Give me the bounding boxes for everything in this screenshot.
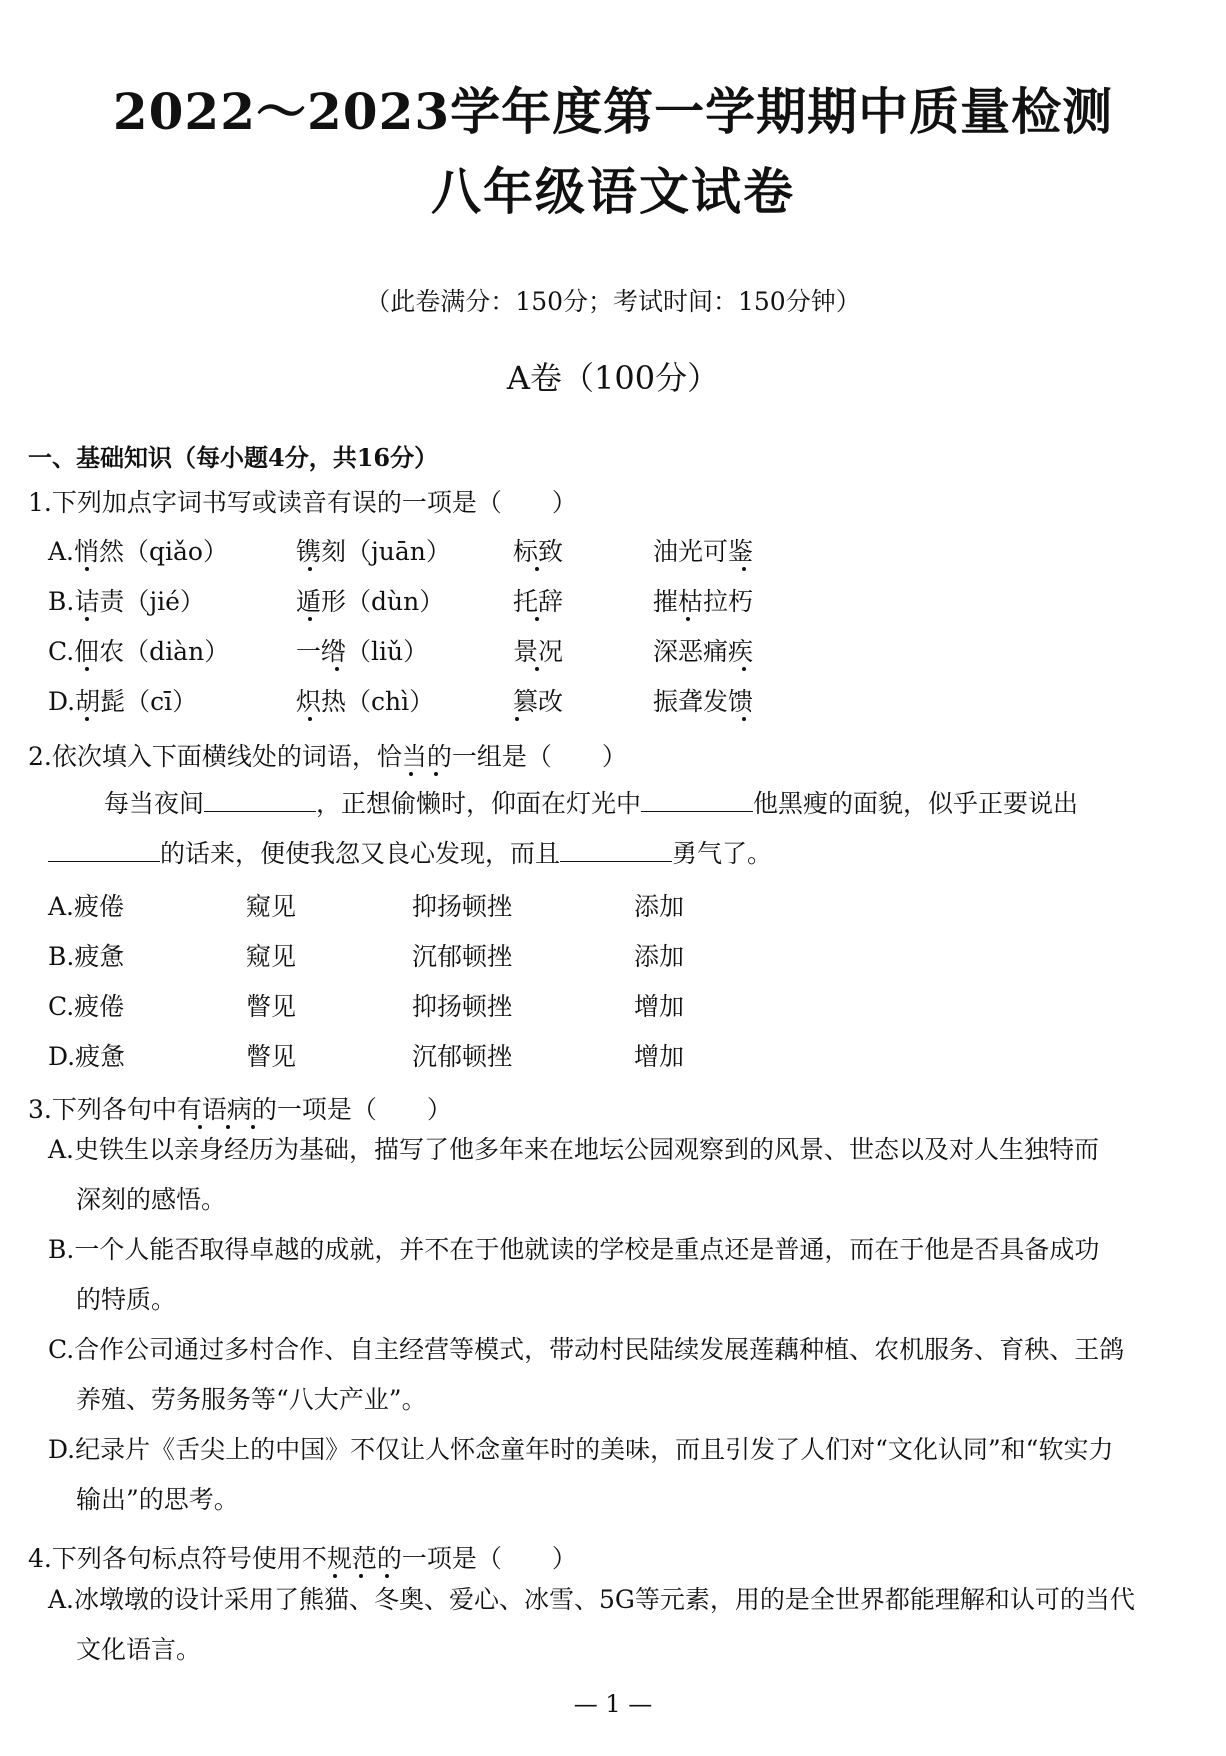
q3-c-text: C.合作公司通过多村合作、自主经营等模式，带动村民陆续发展莲藕种植、农机服务、育秧、王鸽 bbox=[48, 1335, 1125, 1364]
q2-a-col4: 添加 bbox=[634, 892, 685, 921]
section1-heading: 一、基础知识（每小题4分，共16分） bbox=[28, 443, 439, 472]
q1-a-col2: 镌刻（juān） bbox=[296, 537, 451, 566]
q2-paragraph-line2 bbox=[48, 829, 772, 879]
q2-c-col4: 增加 bbox=[634, 992, 685, 1021]
q2-paragraph-line1 bbox=[104, 779, 1078, 829]
q2-text-4: 的话来，便使我忽又良心发现，而且 bbox=[160, 839, 561, 868]
q3-stem: 3.下列各句中有语病的一项是（ ） bbox=[28, 1095, 452, 1124]
emphasis-dot bbox=[335, 667, 339, 671]
q2-a-col1: A.疲倦 bbox=[48, 892, 125, 921]
emphasis-dot bbox=[308, 617, 312, 621]
q1-c-col4: 深恶痛疾 bbox=[653, 637, 754, 666]
q2-a-col2: 窥见 bbox=[246, 892, 297, 921]
emphasis-dot bbox=[308, 717, 312, 721]
fill-blank bbox=[48, 835, 160, 862]
q1-stem: 1.下列加点字词书写或读音有误的一项是（ ） bbox=[28, 488, 577, 517]
fill-blank bbox=[560, 835, 672, 862]
fill-blank bbox=[204, 785, 316, 812]
q2-a-col3: 抑扬顿挫 bbox=[412, 892, 513, 921]
q2-text-3: 他黑瘦的面貌，似乎正要说出 bbox=[753, 789, 1079, 818]
emphasis-dot bbox=[742, 667, 746, 671]
q1-d-col3: 篡改 bbox=[513, 687, 564, 716]
emphasis-dot bbox=[85, 717, 89, 721]
q1-d-col1: D.胡髭（cī） bbox=[48, 687, 198, 716]
emphasis-dot bbox=[742, 567, 746, 571]
q1-c-col1: C.佃农（diàn） bbox=[48, 637, 230, 666]
q2-d-col3: 沉郁顿挫 bbox=[412, 1042, 513, 1071]
q1-b-col4: 摧枯拉朽 bbox=[653, 587, 754, 616]
q3-b-text: B.一个人能否取得卓越的成就，并不在于他就读的学校是重点还是普通，而在于他是否具备成功 bbox=[48, 1235, 1100, 1264]
q3-option-d bbox=[48, 1425, 1198, 1525]
q1-c-col3: 景况 bbox=[513, 637, 564, 666]
q3-a-continued: 深刻的感悟。 bbox=[76, 1185, 227, 1214]
q2-b-col1: B.疲惫 bbox=[48, 942, 125, 971]
q1-a-col3: 标致 bbox=[513, 537, 564, 566]
q3-c-continued: 养殖、劳务服务等“八大产业”。 bbox=[76, 1385, 427, 1414]
exam-subtitle: 八年级语文试卷 bbox=[431, 162, 795, 221]
emphasis-dot bbox=[515, 717, 519, 721]
emphasis-dot bbox=[85, 667, 89, 671]
q1-b-col1: B.诘责（jié） bbox=[48, 587, 205, 616]
emphasis-dot bbox=[535, 617, 539, 621]
emphasis-dot bbox=[535, 567, 539, 571]
q3-b-continued: 的特质。 bbox=[76, 1285, 177, 1314]
q4-a-text: A.冰墩墩的设计采用了熊猫、冬奥、爱心、冰雪、5G等元素，用的是全世界都能理解和认可的当代 bbox=[48, 1585, 1135, 1614]
emphasis-dot bbox=[308, 567, 312, 571]
q2-c-col1: C.疲倦 bbox=[48, 992, 125, 1021]
q2-d-col4: 增加 bbox=[634, 1042, 685, 1071]
q2-text-1: 每当夜间 bbox=[104, 789, 205, 818]
q1-b-col3: 托辞 bbox=[513, 587, 564, 616]
q1-d-col4: 振聋发馈 bbox=[653, 687, 754, 716]
q2-b-col3: 沉郁顿挫 bbox=[412, 942, 513, 971]
emphasis-dot bbox=[85, 617, 89, 621]
q3-d-text: D.纪录片《舌尖上的中国》不仅让人怀念童年时的美味，而且引发了人们对“文化认同”和“软实力 bbox=[48, 1435, 1114, 1464]
q4-option-a bbox=[48, 1575, 1198, 1675]
emphasis-dot bbox=[742, 717, 746, 721]
q3-option-c bbox=[48, 1325, 1198, 1425]
q2-c-col2: 瞥见 bbox=[246, 992, 297, 1021]
fill-blank bbox=[641, 785, 753, 812]
exam-meta: （此卷满分：150分；考试时间：150分钟） bbox=[365, 287, 861, 316]
q2-stem: 2.依次填入下面横线处的词语，恰当的一组是（ ） bbox=[28, 742, 627, 771]
q1-a-col1: A.悄然（qiǎo） bbox=[48, 537, 228, 566]
q2-text-5: 勇气了。 bbox=[672, 839, 773, 868]
page-number: — 1 — bbox=[573, 1690, 653, 1718]
emphasis-dot bbox=[535, 667, 539, 671]
q4-a-continued: 文化语言。 bbox=[76, 1635, 202, 1664]
q2-c-col3: 抑扬顿挫 bbox=[412, 992, 513, 1021]
q2-b-col4: 添加 bbox=[634, 942, 685, 971]
q3-a-text: A.史铁生以亲身经历为基础，描写了他多年来在地坛公园观察到的风景、世态以及对人生独特而 bbox=[48, 1135, 1100, 1164]
q2-b-col2: 窥见 bbox=[246, 942, 297, 971]
q1-a-col4: 油光可鉴 bbox=[653, 537, 754, 566]
q3-option-a bbox=[48, 1125, 1198, 1225]
q1-c-col2: 一绺（liǔ） bbox=[296, 637, 429, 666]
q2-d-col1: D.疲惫 bbox=[48, 1042, 126, 1071]
emphasis-dot bbox=[409, 772, 413, 776]
q1-b-col2: 遁形（dùn） bbox=[296, 587, 445, 616]
emphasis-dot bbox=[686, 617, 690, 621]
emphasis-dot bbox=[85, 567, 89, 571]
exam-title: 2022～2023学年度第一学期期中质量检测 bbox=[112, 82, 1114, 141]
q2-d-col2: 瞥见 bbox=[246, 1042, 297, 1071]
q1-d-col2: 炽热（chì） bbox=[296, 687, 435, 716]
q3-d-continued: 输出”的思考。 bbox=[76, 1485, 239, 1514]
q4-stem: 4.下列各句标点符号使用不规范的一项是（ ） bbox=[28, 1544, 577, 1573]
q3-option-b bbox=[48, 1225, 1198, 1325]
q2-text-2: ，正想偷懒时，仰面在灯光中 bbox=[316, 789, 642, 818]
emphasis-dot bbox=[434, 772, 438, 776]
section-a-heading: A卷（100分） bbox=[506, 359, 720, 397]
